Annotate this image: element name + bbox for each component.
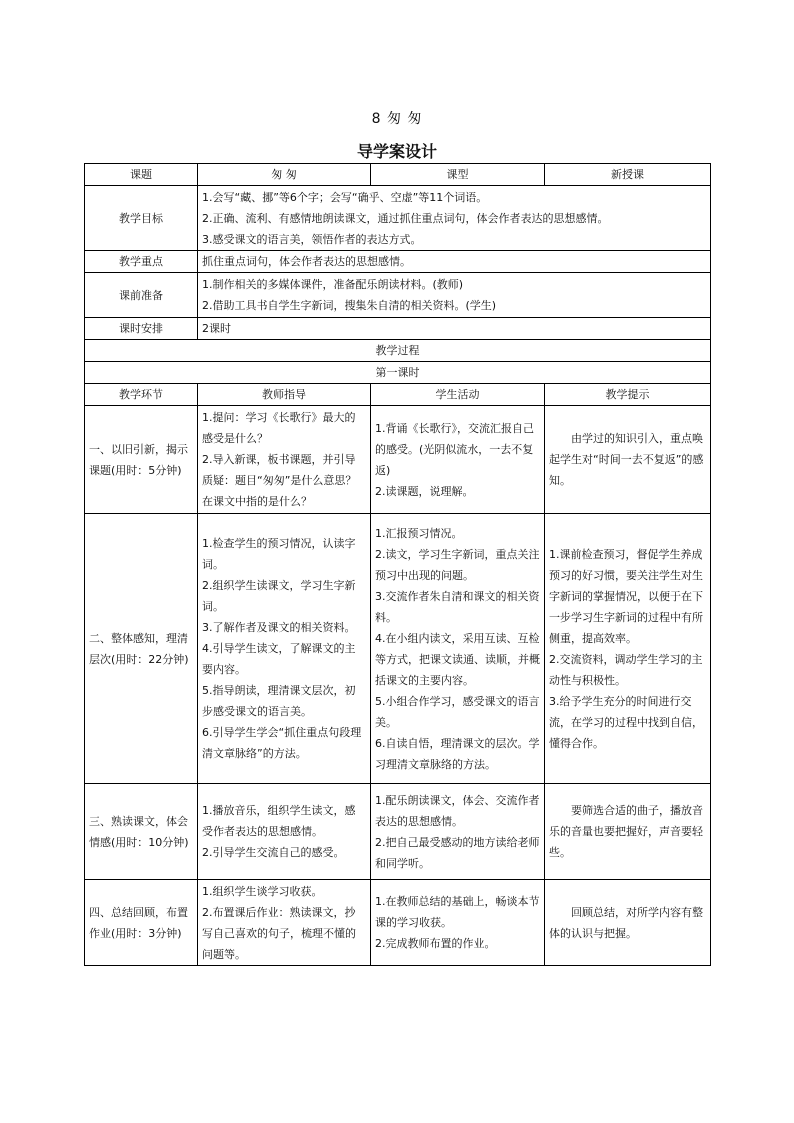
column-header: 教学环节: [85, 384, 198, 406]
prep-label: 课前准备: [85, 273, 198, 318]
process-title-row: [85, 340, 711, 362]
student-cell: [371, 880, 545, 966]
student-item: 2.完成教师布置的作业。: [375, 937, 496, 950]
tip-item: 3.给予学生充分的时间进行交流，在学习的过程中找到自信，懂得合作。: [549, 694, 703, 750]
goals-label: 教学目标: [85, 186, 198, 251]
schedule-label: 课时安排: [85, 318, 198, 340]
column-header: 教师指导: [198, 384, 371, 406]
teacher-item: 4.引导学生读文，了解课文的主要内容。: [202, 642, 356, 676]
teacher-item: 1.检查学生的预习情况，认读字词。: [202, 537, 356, 571]
student-item: 5.小组合作学习，感受课文的语言美。: [375, 694, 540, 729]
tip-cell: [545, 514, 711, 784]
type-label: 课型: [371, 164, 545, 186]
header-row: [85, 164, 711, 186]
schedule-row: [85, 318, 711, 340]
tip-cell: [545, 406, 711, 514]
student-item: 4.在小组内读文，采用互读、互检等方式，把课文读通、读顺，并概括课文的主要内容。: [375, 631, 540, 687]
type-value: 新授课: [545, 164, 711, 186]
step-row: [85, 784, 711, 880]
step-row: [85, 406, 711, 514]
step-stage: 四、总结回顾，布置作业(用时：3分钟): [85, 880, 198, 966]
tip-item: 回顾总结，对所学内容有整体的认识与把握。: [549, 905, 703, 940]
student-item: 6.自读自悟，理清课文的层次。学习理清文章脉络的方法。: [375, 736, 540, 771]
lesson-value: 匆 匆: [198, 164, 371, 186]
prep-item: 1.制作相关的多媒体课件，准备配乐朗读材料。(教师): [202, 278, 464, 291]
student-item: 2.把自己最受感动的地方读给老师和同学听。: [375, 835, 540, 870]
teacher-cell: [198, 514, 371, 784]
teacher-cell: [198, 784, 371, 880]
teacher-item: 3.了解作者及课文的相关资料。: [202, 621, 356, 634]
step-row: [85, 514, 711, 784]
tip-cell: [545, 784, 711, 880]
tip-item: 2.交流资料，调动学生学习的主动性与积极性。: [549, 652, 703, 687]
prep-content: [198, 273, 711, 318]
focus-value: 抓住重点词句，体会作者表达的思想感情。: [198, 251, 711, 273]
step-stage: 一、以旧引新，揭示课题(用时：5分钟): [85, 406, 198, 514]
student-item: 1.背诵《长歌行》，交流汇报自己的感受。(光阴似流水，一去不复返): [375, 421, 534, 477]
focus-row: [85, 251, 711, 273]
student-item: 2.读文，学习生字新词，重点关注预习中出现的问题。: [375, 547, 540, 582]
tip-item: 要筛选合适的曲子，播放音乐的音量也要把握好，声音要轻些。: [549, 804, 703, 859]
prep-item: 2.借助工具书自学生字新词，搜集朱自清的相关资料。(学生): [202, 299, 497, 312]
prep-row: [85, 273, 711, 318]
tip-item: 1.课前检查预习，督促学生养成预习的好习惯，要关注学生对生字新词的掌握情况，以便于在下一步学习生字新词的过程中有所侧重，提高效率。: [549, 547, 703, 645]
lesson-label: 课题: [85, 164, 198, 186]
student-cell: [371, 514, 545, 784]
student-item: 1.在教师总结的基础上，畅谈本节课的学习收获。: [375, 895, 540, 929]
step-row: [85, 880, 711, 966]
teacher-item: 5.指导朗读，理清课文层次，初步感受课文的语言美。: [202, 684, 356, 718]
tip-item: 由学过的知识引入，重点唤起学生对“时间一去不复返”的感知。: [549, 432, 704, 487]
student-item: 3.交流作者朱自清和课文的相关资料。: [375, 589, 540, 624]
student-cell: [371, 406, 545, 514]
teacher-item: 1.组织学生谈学习收获。: [202, 884, 323, 898]
period-title-row: [85, 362, 711, 384]
column-header: 学生活动: [371, 384, 545, 406]
process-title: 教学过程: [85, 340, 711, 362]
goal-item: 2.正确、流利、有感情地朗读课文，通过抓住重点词句，体会作者表达的思想感情。: [202, 211, 609, 225]
goals-row: [85, 186, 711, 251]
teacher-item: 6.引导学生学会“抓住重点句段理清文章脉络”的方法。: [202, 726, 362, 760]
column-header: 教学提示: [545, 384, 711, 406]
teacher-item: 1.播放音乐，组织学生读文，感受作者表达的思想感情。: [202, 804, 356, 838]
teacher-item: 2.布置课后作业：熟读课文，抄写自己喜欢的句子，梳理不懂的问题等。: [202, 905, 356, 961]
page-title: 8 匆 匆: [371, 111, 423, 127]
column-header-row: [85, 384, 711, 406]
goals-content: [198, 186, 711, 251]
student-item: 2.读课题，说理解。: [375, 484, 474, 498]
teacher-cell: [198, 406, 371, 514]
student-item: 1.配乐朗读课文，体会、交流作者表达的思想感情。: [375, 793, 540, 828]
schedule-value: 2课时: [198, 318, 711, 340]
goal-item: 3.感受课文的语言美，领悟作者的表达方式。: [202, 232, 422, 246]
step-stage: 三、熟读课文，体会情感(用时：10分钟): [85, 784, 198, 880]
teacher-item: 2.组织学生读课文，学习生字新词。: [202, 579, 356, 613]
student-cell: [371, 784, 545, 880]
teacher-item: 1.提问：学习《长歌行》最大的感受是什么？: [202, 411, 356, 445]
teacher-item: 2.引导学生交流自己的感受。: [202, 846, 345, 859]
teacher-cell: [198, 880, 371, 966]
goal-item: 1.会写“藏、挪”等6个字；会写“确乎、空虚”等11个词语。: [202, 190, 488, 204]
lesson-plan-table: [84, 163, 711, 966]
focus-label: 教学重点: [85, 251, 198, 273]
period-title: 第一课时: [85, 362, 711, 384]
teacher-item: 2.导入新课，板书课题，并引导质疑：题目“匆匆”是什么意思？在课文中指的是什么？: [202, 453, 357, 508]
step-stage: 二、整体感知，理清层次(用时：22分钟): [85, 514, 198, 784]
page-subtitle: 导学案设计: [356, 142, 437, 161]
student-item: 1.汇报预习情况。: [375, 526, 463, 540]
tip-cell: [545, 880, 711, 966]
